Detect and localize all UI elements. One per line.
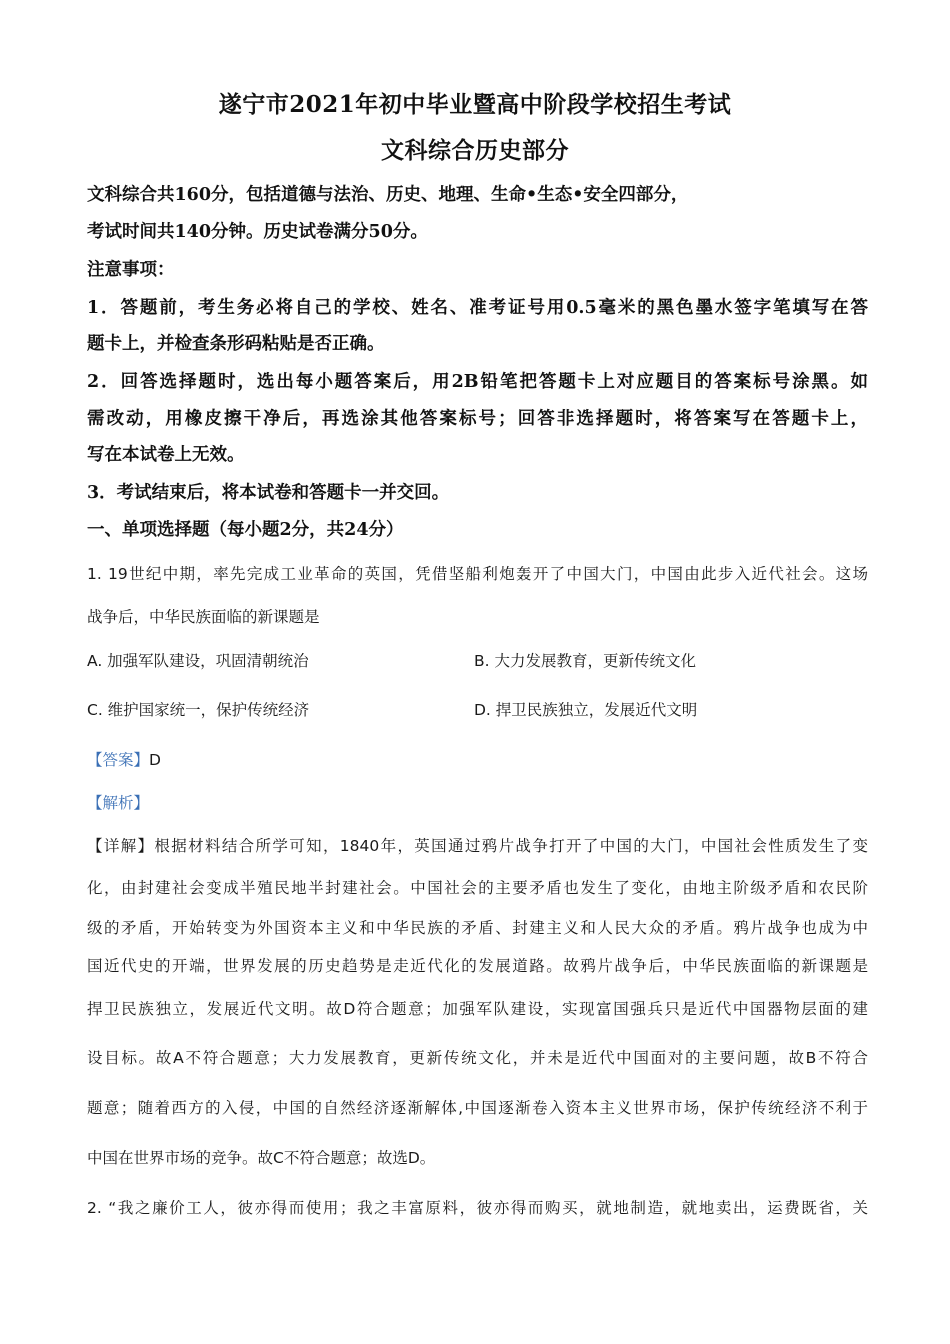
- q1-option-b: B. 大力发展教育，更新传统文化: [474, 652, 696, 670]
- q1-detail-line-1: 【详解】根据材料结合所学可知，1840年，英国通过鸦片战争打开了中国的大门，中国社会性质发生了变: [87, 837, 868, 855]
- notes-heading: 注意事项：: [87, 260, 175, 280]
- q1-detail-line-8: 中国在世界市场的竞争。故C不符合题意；故选D。: [87, 1149, 436, 1167]
- analysis-tag: 【解析】: [87, 794, 150, 812]
- note-1-line-2: 题卡上，并检查条形码粘贴是否正确。: [87, 334, 385, 354]
- exam-subtitle: 文科综合历史部分: [381, 137, 569, 164]
- note-1-line-1: 1．答题前，考生务必将自己的学校、姓名、准考证号用0.5毫米的黑色墨水签字笔填写在答: [87, 298, 868, 318]
- q1-detail-line-5: 捍卫民族独立，发展近代文明。故D符合题意；加强军队建设，实现富国强兵只是近代中国器物层面的建: [87, 1000, 868, 1018]
- exam-title: 遂宁市2021年初中毕业暨高中阶段学校招生考试: [218, 91, 732, 118]
- section-heading: 一、单项选择题（每小题2分，共24分）: [87, 520, 404, 540]
- q2-stem-line-1: 2. “我之廉价工人，彼亦得而使用；我之丰富原料，彼亦得而购买，就地制造，就地卖出，运费既省，关: [87, 1199, 868, 1217]
- q1-option-c: C. 维护国家统一，保护传统经济: [87, 701, 310, 719]
- q1-detail-line-6: 设目标。故A不符合题意；大力发展教育，更新传统文化，并未是近代中国面对的主要问题，故B不符合: [87, 1049, 868, 1067]
- intro-line-2: 考试时间共140分钟。历史试卷满分50分。: [87, 222, 428, 242]
- answer-tag: 【答案】: [87, 751, 150, 769]
- answer-value: D: [149, 751, 161, 769]
- intro-line-1: 文科综合共160分，包括道德与法治、历史、地理、生命•生态•安全四部分，: [87, 185, 689, 205]
- q1-detail-line-3: 级的矛盾，开始转变为外国资本主义和中华民族的矛盾、封建主义和人民大众的矛盾。鸦片战争也成为中: [87, 919, 868, 937]
- note-2-line-3: 写在本试卷上无效。: [87, 445, 245, 465]
- q1-detail-line-2: 化，由封建社会变成半殖民地半封建社会。中国社会的主要矛盾也发生了变化，由地主阶级矛盾和农民阶: [87, 879, 868, 897]
- q1-analysis-heading: [87, 791, 868, 813]
- note-2-line-2: 需改动，用橡皮擦干净后，再选涂其他答案标号；回答非选择题时，将答案写在答题卡上，: [87, 409, 868, 429]
- q1-detail-line-7: 题意；随着西方的入侵，中国的自然经济逐渐解体,中国逐渐卷入资本主义世界市场，保护传统经济不利于: [87, 1099, 868, 1117]
- q1-stem-line-1: 1. 19世纪中期，率先完成工业革命的英国，凭借坚船利炮轰开了中国大门，中国由此步入近代社会。这场: [87, 565, 868, 583]
- q1-detail-line-4: 国近代史的开端，世界发展的历史趋势是走近代化的发展道路。故鸦片战争后，中华民族面临的新课题是: [87, 957, 868, 975]
- q1-stem-line-2: 战争后，中华民族面临的新课题是: [87, 608, 320, 626]
- q1-option-d: D. 捍卫民族独立，发展近代文明: [474, 701, 698, 719]
- q1-answer: [87, 748, 868, 770]
- q1-option-a: A. 加强军队建设，巩固清朝统治: [87, 652, 309, 670]
- note-2-line-1: 2．回答选择题时，选出每小题答案后，用2B铅笔把答题卡上对应题目的答案标号涂黑。如: [87, 372, 868, 392]
- note-3-line-1: 3．考试结束后，将本试卷和答题卡一并交回。: [87, 483, 450, 503]
